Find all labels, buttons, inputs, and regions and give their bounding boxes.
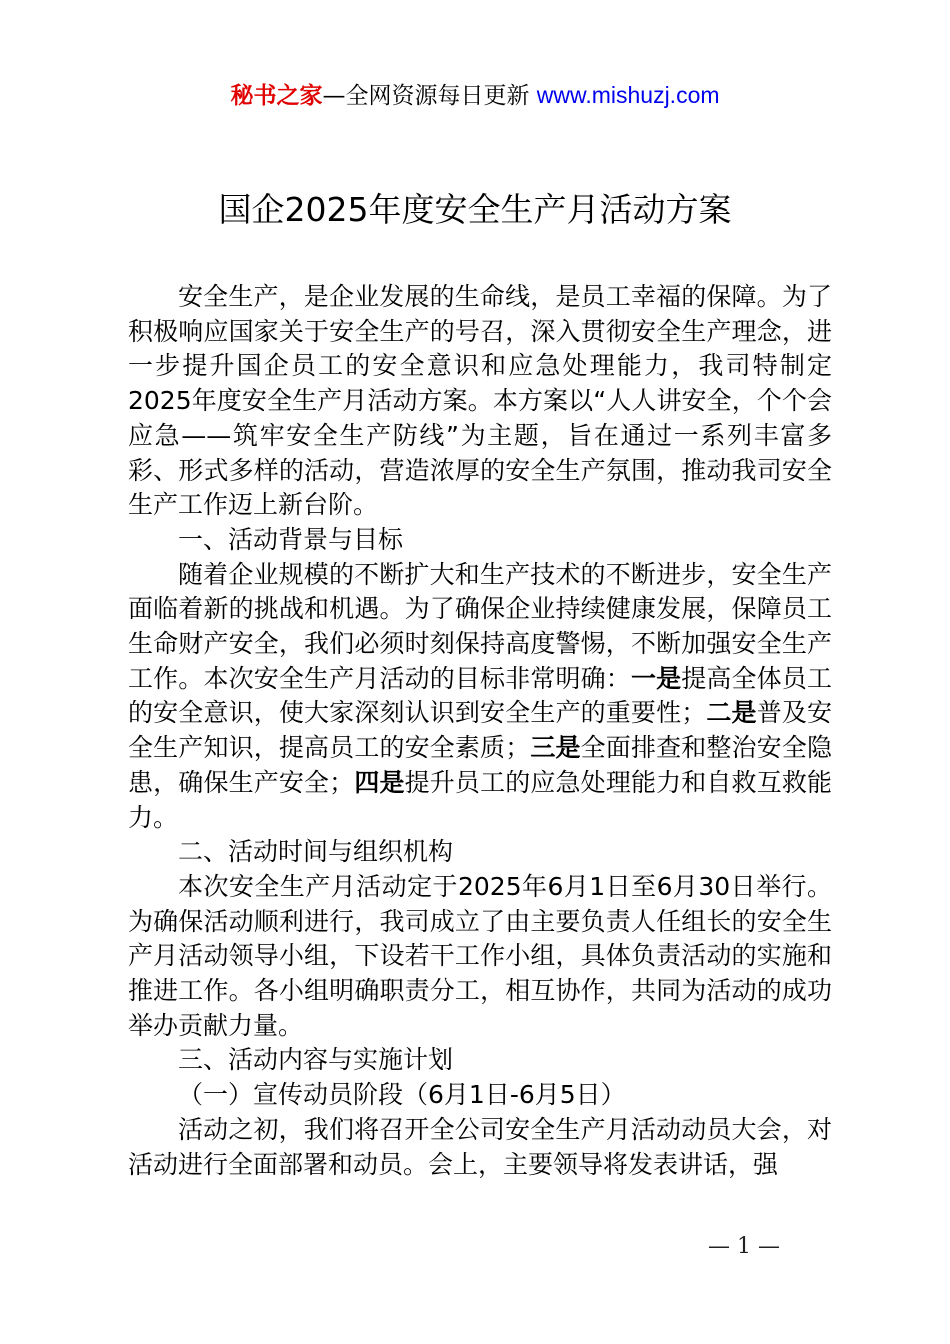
subsection-heading-mobilization: （一）宣传动员阶段（6月1日-6月5日）: [178, 1080, 626, 1110]
goal-label: 二是: [706, 698, 757, 728]
organization-paragraph: 本次安全生产月活动定于2025年6月1日至6月30日举行。为确保活动顺利进行，我司成立了由主要负责人任组长的安全生产月活动领导小组，下设若干工作小组，具体负责活动的实施和推进工作。各小组明确职责分工，相互协作，共同为活动的成功举办贡献力量。: [128, 871, 832, 1040]
goal-text: 提高全体员工的安全意识，使大家深刻认识到安全生产的重要性；: [128, 663, 832, 728]
paragraph-text: 随着企业规模的不断扩大和生产技术的不断进步，安全生产面临着新的挑战和机遇。为了确保企业持续健康发展，保障员工生命财产安全，我们必须时刻保持高度警惕，不断加强安全生产工作。本次安全生产月活动的目标非常明确：: [128, 559, 832, 693]
site-brand: 秘书之家: [230, 83, 323, 109]
section-heading-background: 一、活动背景与目标: [178, 524, 404, 554]
section-heading-organization: 二、活动时间与组织机构: [178, 837, 454, 867]
goal-text: 普及安全生产知识，提高员工的安全素质；: [128, 698, 832, 763]
goal-label: 四是: [354, 767, 405, 797]
section-heading-plan: 三、活动内容与实施计划: [178, 1045, 454, 1075]
site-slogan: —全网资源每日更新: [322, 83, 537, 109]
site-url-link[interactable]: www.mishuzj.com: [536, 82, 720, 108]
mobilization-paragraph: 活动之初，我们将召开全公司安全生产月活动动员大会，对活动进行全面部署和动员。会上，主要领导将发表讲话，强: [128, 1114, 832, 1179]
background-goals-paragraph: [128, 558, 832, 836]
page-number: — 1 —: [708, 1234, 780, 1259]
document-body: [128, 280, 832, 1182]
document-title: 国企2025年度安全生产月活动方案: [218, 190, 732, 229]
site-banner: [0, 78, 950, 113]
goal-label: 一是: [630, 663, 682, 693]
goal-text: 提升员工的应急处理能力和自救互救能力。: [128, 767, 832, 832]
goal-text: 全面排查和整治安全隐患，确保生产安全；: [128, 733, 832, 797]
intro-paragraph: 安全生产，是企业发展的生命线，是员工幸福的保障。为了积极响应国家关于安全生产的号召，深入贯彻安全生产理念，进一步提升国企员工的安全意识和应急处理能力，我司特制定2025年度安全生产月活动方案。本方案以“人人讲安全，个个会应急——筑牢安全生产防线”为主题，旨在通过一系列丰富多彩、形式多样的活动，营造浓厚的安全生产氛围，推动我司安全生产工作迈上新台阶。: [128, 282, 832, 520]
goal-label: 三是: [530, 733, 581, 763]
